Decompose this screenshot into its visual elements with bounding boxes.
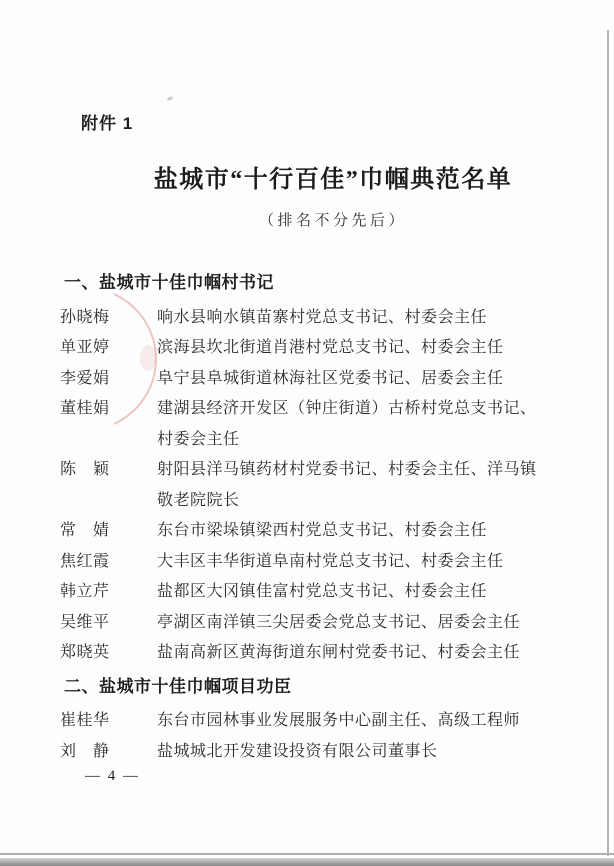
page-number: — 4 — — [85, 768, 140, 784]
person-name: 董桂娟 — [60, 400, 110, 417]
list-entry — [60, 638, 560, 669]
person-title: 盐南高新区黄海街道东闸村党委书记、村委会主任 — [157, 644, 521, 661]
person-title: 滨海县坎北街道肖港村党总支书记、村委会主任 — [157, 339, 504, 356]
person-title: 盐城城北开发建设投资有限公司董事长 — [157, 742, 438, 760]
person-title: 亭湖区南洋镇三尖居委会党总支书记、居委会主任 — [157, 613, 521, 631]
person-name: 郑晓英 — [60, 644, 110, 661]
scan-speck — [167, 96, 174, 101]
person-name: 单亚婷 — [60, 339, 110, 356]
person-name: 崔桂华 — [60, 712, 110, 729]
list-entry — [60, 455, 560, 516]
person-name: 吴维平 — [60, 613, 110, 631]
person-name: 孙晓梅 — [60, 308, 110, 326]
attachment-label: 附件 1 — [81, 114, 134, 133]
name-list — [60, 268, 560, 767]
person-title: 建湖县经济开发区（钟庄街道）古桥村党总支书记、村委会主任 — [157, 400, 537, 448]
person-name: 韩立芹 — [60, 583, 110, 600]
person-title: 响水县响水镇苗寨村党总支书记、村委会主任 — [157, 308, 488, 326]
person-name: 刘 静 — [60, 742, 110, 760]
scan-line-bottom — [0, 853, 614, 855]
section-heading: 一、盐城市十佳巾帼村书记 — [64, 273, 274, 292]
list-entry — [60, 394, 560, 455]
person-name: 焦红霞 — [60, 552, 110, 570]
list-entry — [60, 333, 560, 364]
section — [60, 268, 560, 669]
section-heading: 二、盐城市十佳巾帼项目功臣 — [64, 676, 292, 696]
scan-edge-right — [607, 30, 609, 856]
scan-edge-bottom — [0, 858, 614, 866]
person-title: 东台市园林事业发展服务中心副主任、高级工程师 — [157, 712, 521, 729]
list-entry — [60, 706, 560, 737]
person-title: 射阳县洋马镇药材村党委书记、村委会主任、洋马镇敬老院院长 — [157, 461, 537, 509]
page-subtitle: （排名不分先后） — [258, 213, 407, 229]
list-entry — [60, 737, 560, 768]
person-title: 阜宁县阜城街道林海社区党委书记、居委会主任 — [157, 369, 504, 387]
person-name: 常 婧 — [60, 522, 110, 539]
person-title: 东台市梁垛镇梁西村党总支书记、村委会主任 — [157, 522, 488, 539]
list-entry — [60, 364, 560, 395]
list-entry — [60, 577, 560, 608]
person-title: 盐都区大冈镇佳富村党总支书记、村委会主任 — [157, 583, 488, 600]
list-entry — [60, 303, 560, 334]
person-name: 陈 颖 — [60, 461, 110, 478]
page-title: 盐城市“十行百佳”巾帼典范名单 — [153, 167, 513, 193]
list-entry — [60, 547, 560, 578]
list-entry — [60, 608, 560, 639]
list-entry — [60, 516, 560, 547]
person-name: 李爱娟 — [60, 369, 110, 387]
section — [60, 672, 560, 768]
person-title: 大丰区丰华街道阜南村党总支书记、村委会主任 — [157, 552, 504, 570]
